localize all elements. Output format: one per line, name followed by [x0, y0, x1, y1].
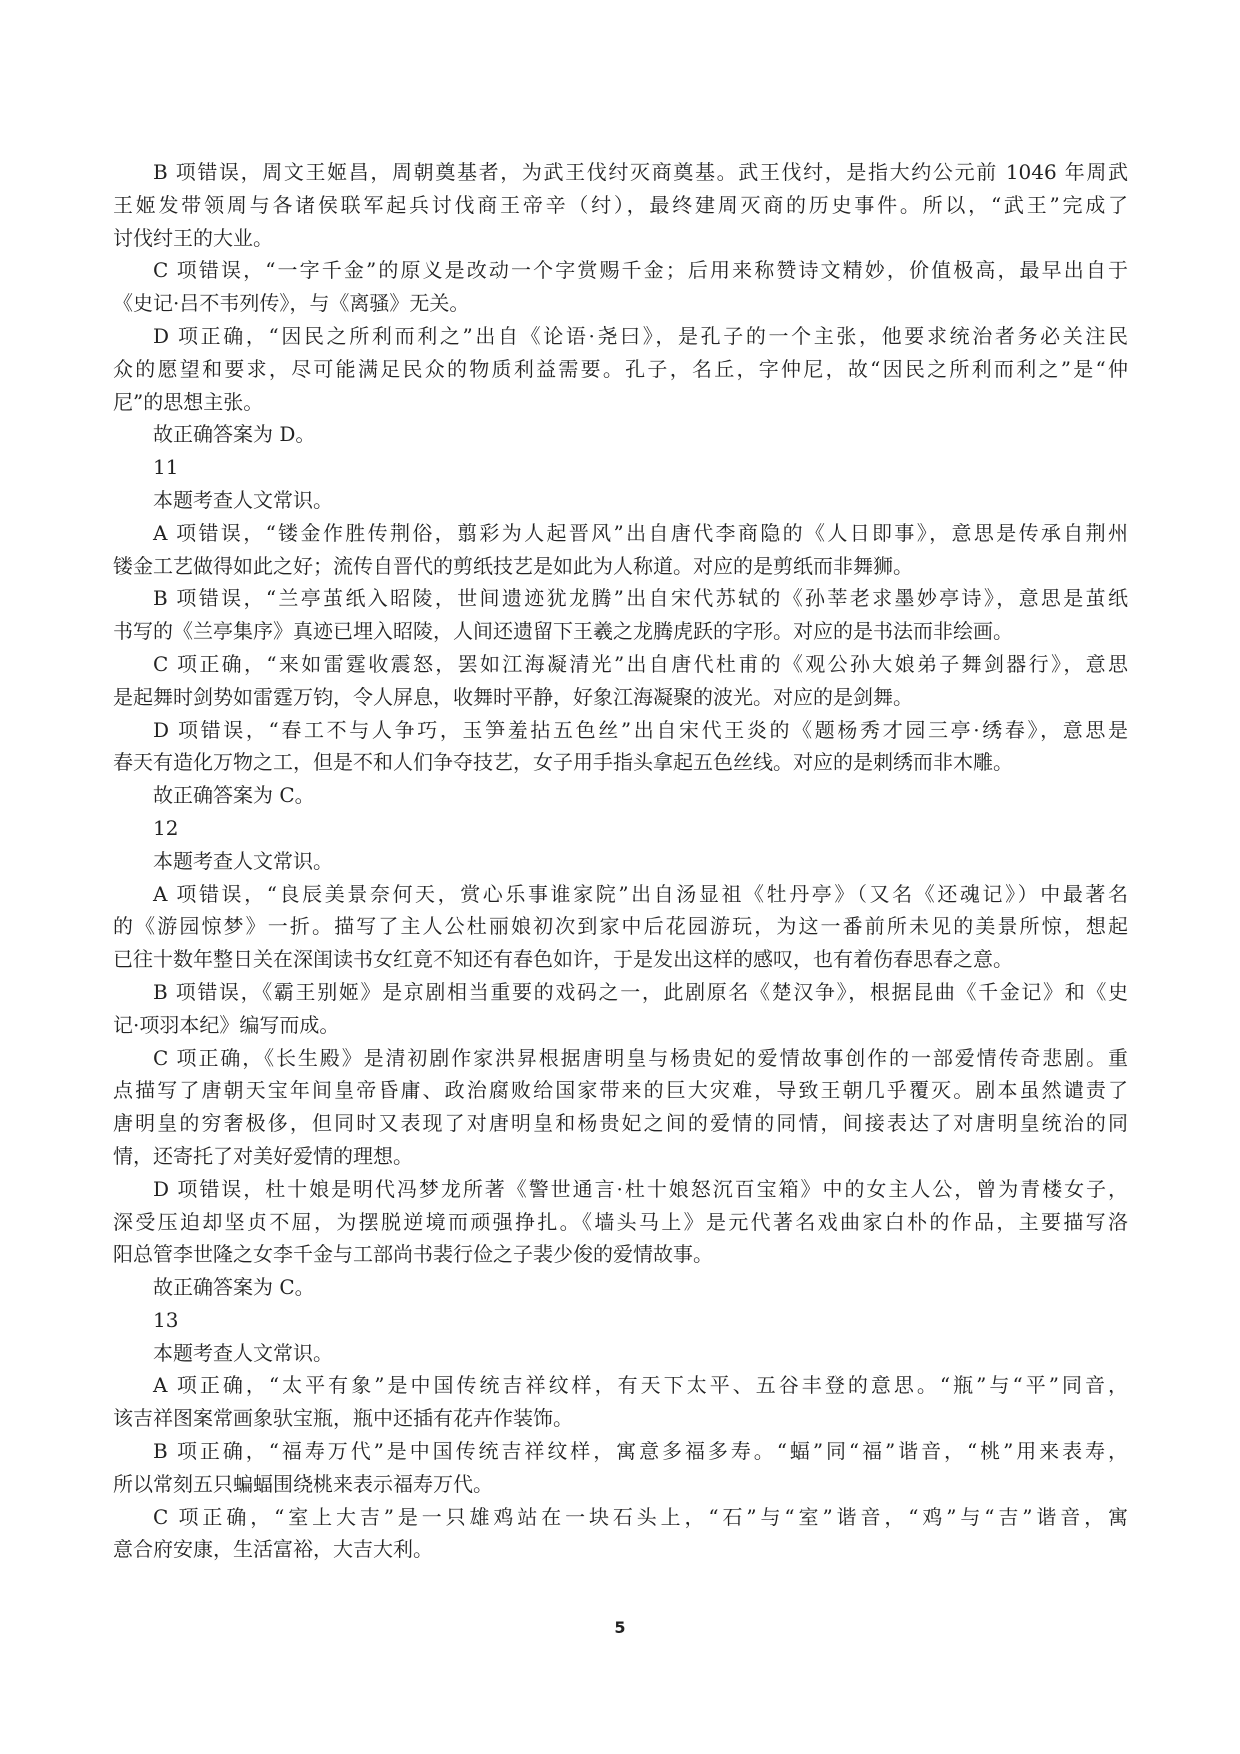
document-body [113, 156, 1128, 1566]
paragraph [113, 418, 1128, 451]
paragraph-line: 13 [153, 1307, 179, 1332]
paragraph [113, 254, 1128, 320]
paragraph-line: 春天有造化万物之工，但是不和人们争夺技艺，女子用手指头拿起五色丝线。对应的是刺绣而非木雕。 [113, 750, 1013, 775]
paragraph-line: 情，还寄托了对美好爱情的理想。 [113, 1143, 413, 1168]
paragraph-line: 王姬发带领周与各诸侯联军起兵讨伐商王帝辛（纣），最终建周灭商的历史事件。所以，“武王”完成了 [113, 192, 1128, 217]
paragraph-line: 唐明皇的穷奢极侈，但同时又表现了对唐明皇和杨贵妃之间的爱情的同情，间接表达了对唐明皇统治的同 [113, 1111, 1128, 1136]
paragraph-line: 书写的《兰亭集序》真迹已埋入昭陵，人间还遗留下王羲之龙腾虎跃的字形。对应的是书法而非绘画。 [113, 619, 1013, 644]
paragraph-line: 已往十数年整日关在深闺读书女红竟不知还有春色如许，于是发出这样的感叹，也有着伤春思春之意。 [113, 947, 1013, 972]
paragraph-line: A 项错误，“良辰美景奈何天，赏心乐事谁家院”出自汤显祖《牡丹亭》（又名《还魂记》）中最著名 [153, 881, 1128, 906]
paragraph-line: 所以常刻五只蝙蝠围绕桃来表示福寿万代。 [113, 1471, 493, 1496]
paragraph-line: C 项正确，“室上大吉”是一只雄鸡站在一块石头上，“石”与“室”谐音，“鸡”与“吉”谐音，寓 [153, 1504, 1128, 1529]
paragraph [113, 582, 1128, 648]
paragraph [113, 878, 1128, 976]
paragraph [113, 451, 1128, 484]
paragraph [113, 779, 1128, 812]
paragraph-line: 故正确答案为 D。 [153, 422, 316, 447]
page-number: 5 [614, 1618, 626, 1637]
paragraph-line: D 项错误，“春工不与人争巧，玉笋羞拈五色丝”出自宋代王炎的《题杨秀才园三亭·绣春》，意思是 [153, 717, 1128, 742]
paragraph [113, 1501, 1128, 1567]
paragraph-line: 阳总管李世隆之女李千金与工部尚书裴行俭之子裴少俊的爱情故事。 [113, 1242, 713, 1267]
paragraph-line: 《史记·吕不韦列传》，与《离骚》无关。 [113, 291, 470, 316]
paragraph-line: 的《游园惊梦》一折。描写了主人公杜丽娘初次到家中后花园游玩，为这一番前所未见的美景所惊，想起 [113, 914, 1128, 939]
paragraph-line: 意合府安康，生活富裕，大吉大利。 [113, 1537, 433, 1562]
paragraph-line: A 项错误，“镂金作胜传荆俗，翦彩为人起晋风”出自唐代李商隐的《人日即事》，意思是传承自荆州 [153, 520, 1128, 545]
paragraph-line: C 项正确，“来如雷霆收震怒，罢如江海凝清光”出自唐代杜甫的《观公孙大娘弟子舞剑器行》，意思 [153, 651, 1128, 676]
paragraph-line: 11 [153, 455, 179, 480]
paragraph-line: C 项错误，“一字千金”的原义是改动一个字赏赐千金；后用来称赞诗文精妙，价值极高，最早出自于 [153, 258, 1128, 283]
paragraph-line: 12 [153, 815, 179, 840]
paragraph-line: 尼”的思想主张。 [113, 389, 264, 414]
paragraph-line: 故正确答案为 C。 [153, 783, 315, 808]
paragraph-line: 镂金工艺做得如此之好；流传自晋代的剪纸技艺是如此为人称道。对应的是剪纸而非舞狮。 [113, 553, 913, 578]
paragraph [113, 1337, 1128, 1370]
paragraph [113, 1271, 1128, 1304]
paragraph-line: 深受压迫却坚贞不屈，为摆脱逆境而顽强挣扎。《墙头马上》是元代著名戏曲家白朴的作品，主要描写洛 [113, 1209, 1128, 1234]
paragraph [113, 845, 1128, 878]
paragraph-line: 该吉祥图案常画象驮宝瓶，瓶中还插有花卉作装饰。 [113, 1406, 573, 1431]
paragraph-line: 本题考查人文常识。 [153, 848, 333, 873]
paragraph-line: 记·项羽本纪》编写而成。 [113, 1012, 340, 1037]
paragraph-line: D 项错误，杜十娘是明代冯梦龙所著《警世通言·杜十娘怒沉百宝箱》中的女主人公，曾为青楼女子， [153, 1176, 1128, 1201]
paragraph-line: 本题考查人文常识。 [153, 1340, 333, 1365]
paragraph [113, 320, 1128, 418]
paragraph-line: C 项正确，《长生殿》是清初剧作家洪昇根据唐明皇与杨贵妃的爱情故事创作的一部爱情传奇悲剧。重 [153, 1045, 1128, 1070]
paragraph [113, 1042, 1128, 1173]
paragraph-line: A 项正确，“太平有象”是中国传统吉祥纹样，有天下太平、五谷丰登的意思。“瓶”与“平”同音， [153, 1373, 1128, 1398]
paragraph-line: 是起舞时剑势如雷霆万钧，令人屏息，收舞时平静，好象江海凝聚的波光。对应的是剑舞。 [113, 684, 913, 709]
paragraph [113, 648, 1128, 714]
paragraph-line: 众的愿望和要求，尽可能满足民众的物质利益需要。孔子，名丘，字仲尼，故“因民之所利而利之”是“仲 [113, 356, 1128, 381]
paragraph [113, 156, 1128, 254]
paragraph [113, 1304, 1128, 1337]
paragraph-line: 讨伐纣王的大业。 [113, 225, 273, 250]
paragraph-line: B 项错误，周文王姬昌，周朝奠基者，为武王伐纣灭商奠基。武王伐纣，是指大约公元前 1046 年周武 [153, 160, 1128, 184]
paragraph [113, 976, 1128, 1042]
paragraph [113, 1369, 1128, 1435]
paragraph-line: 本题考查人文常识。 [153, 487, 333, 512]
paragraph [113, 517, 1128, 583]
paragraph [113, 714, 1128, 780]
paragraph [113, 484, 1128, 517]
paragraph [113, 1173, 1128, 1271]
paragraph [113, 812, 1128, 845]
paragraph-line: D 项正确，“因民之所利而利之”出自《论语·尧曰》，是孔子的一个主张，他要求统治者务必关注民 [153, 323, 1128, 348]
paragraph-line: B 项错误，“兰亭茧纸入昭陵，世间遗迹犹龙腾”出自宋代苏轼的《孙莘老求墨妙亭诗》，意思是茧纸 [153, 586, 1128, 611]
paragraph-line: B 项错误，《霸王别姬》是京剧相当重要的戏码之一，此剧原名《楚汉争》，根据昆曲《千金记》和《史 [153, 979, 1128, 1004]
paragraph-line: B 项正确，“福寿万代”是中国传统吉祥纹样，寓意多福多寿。“蝠”同“福”谐音，“桃”用来表寿， [153, 1439, 1128, 1464]
paragraph [113, 1435, 1128, 1501]
paragraph-line: 故正确答案为 C。 [153, 1275, 315, 1300]
paragraph-line: 点描写了唐朝天宝年间皇帝昏庸、政治腐败给国家带来的巨大灾难，导致王朝几乎覆灭。剧本虽然谴责了 [113, 1078, 1128, 1103]
